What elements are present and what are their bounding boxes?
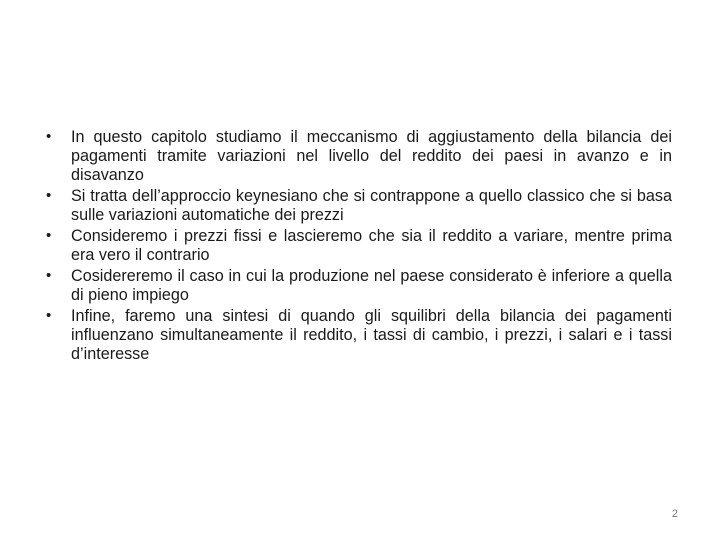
page-number: 2 [671, 508, 678, 520]
bullet-item [46, 227, 672, 265]
bullet-item [46, 128, 672, 184]
bullet-text: In questo capitolo studiamo il meccanismo di aggiustamento della bilancia dei pagamenti tramite variazioni nel livello del reddito dei paesi in avanzo e in disavanzo [71, 128, 672, 184]
bullet-icon: • [46, 186, 52, 204]
bullet-icon: • [46, 267, 52, 285]
bullet-item [46, 187, 672, 225]
bullet-text: Infine, faremo una sintesi di quando gli squilibri della bilancia dei pagamenti influenzano simultaneamente il reddito, i tassi di cambio, i prezzi, i salari e i tassi d’interesse [71, 307, 672, 363]
bullet-list [46, 128, 672, 366]
bullet-item [46, 307, 672, 363]
bullet-icon: • [46, 307, 52, 325]
bullet-item [46, 267, 672, 305]
bullet-text: Cosidereremo il caso in cui la produzione nel paese considerato è inferiore a quella di pieno impiego [71, 267, 672, 304]
bullet-icon: • [46, 226, 52, 244]
bullet-icon: • [46, 128, 52, 145]
bullet-text: Consideremo i prezzi fissi e lascieremo che sia il reddito a variare, mentre prima era vero il contrario [71, 226, 672, 264]
bullet-text: Si tratta dell’approccio keynesiano che si contrappone a quello classico che si basa sulle variazioni automatiche dei prezzi [71, 186, 672, 224]
